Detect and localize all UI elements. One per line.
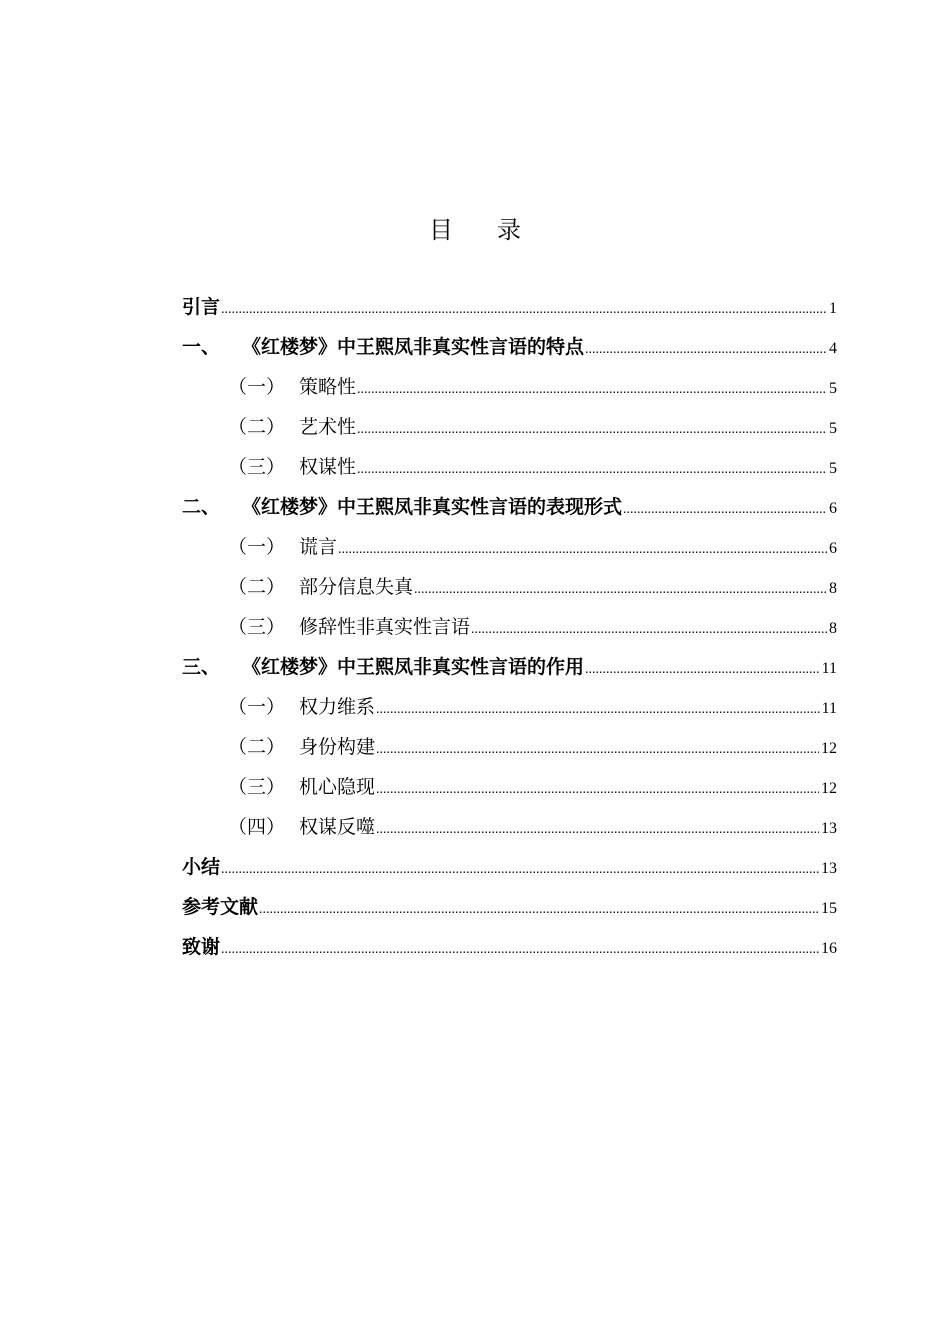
toc-entry-title: 引言: [182, 296, 221, 318]
toc-entry-number: （四）: [228, 816, 286, 838]
toc-entry-section-3-4[interactable]: [182, 807, 837, 847]
toc-entry-title: 致谢: [182, 936, 221, 958]
dot-leader: [357, 410, 827, 450]
toc-entry-number: （一）: [228, 696, 286, 718]
toc-entry-page-number: 5: [829, 420, 837, 437]
toc-entry-page-number: 1: [829, 300, 837, 317]
dot-leader: [357, 450, 827, 490]
toc-entry-section-1-1[interactable]: [182, 367, 837, 407]
toc-entry-page-number: 5: [829, 380, 837, 397]
toc-entry-label: [228, 727, 375, 767]
toc-entry-title: 艺术性: [299, 416, 357, 438]
dot-leader: [585, 330, 827, 370]
toc-entry-title: 权力维系: [299, 696, 376, 718]
toc-entry-title: 权谋反噬: [299, 816, 376, 838]
toc-entry-page-number: 11: [821, 700, 837, 717]
toc-entry-title: 权谋性: [299, 456, 357, 478]
toc-entry-title: 策略性: [299, 376, 357, 398]
toc-entry-label: [228, 407, 356, 447]
toc-title: [0, 212, 950, 248]
toc-entry-label: [182, 887, 258, 927]
toc-entry-label: [228, 687, 375, 727]
dot-leader: [221, 930, 819, 970]
toc-entry-number: 二、: [182, 496, 221, 518]
toc-entry-section-1-3[interactable]: [182, 447, 837, 487]
dot-leader: [221, 850, 819, 890]
dot-leader: [471, 610, 827, 650]
toc-list: [182, 287, 837, 967]
toc-entry-page-number: 16: [821, 940, 837, 957]
toc-entry-label: [228, 567, 413, 607]
toc-entry-number: （一）: [228, 376, 286, 398]
toc-entry-page-number: 5: [829, 460, 837, 477]
toc-entry-title: 小结: [182, 856, 221, 878]
toc-entry-section-1-2[interactable]: [182, 407, 837, 447]
dot-leader: [585, 650, 820, 690]
toc-title-char-1: 目: [429, 216, 453, 244]
toc-entry-title: 《红楼梦》中王熙凤非真实性言语的表现形式: [242, 496, 623, 518]
dot-leader: [221, 290, 827, 330]
toc-entry-number: （三）: [228, 776, 286, 798]
toc-entry-number: （二）: [228, 736, 286, 758]
toc-entry-label: [228, 527, 337, 567]
toc-entry-page-number: 6: [829, 500, 837, 517]
toc-entry-label: [228, 367, 356, 407]
toc-entry-number: （三）: [228, 456, 286, 478]
toc-entry-page-number: 12: [821, 780, 837, 797]
toc-entry-chapter-2[interactable]: [182, 487, 837, 527]
dot-leader: [376, 730, 819, 770]
dot-leader: [338, 530, 827, 570]
toc-entry-number: （二）: [228, 416, 286, 438]
toc-entry-number: 一、: [182, 336, 221, 358]
toc-entry-page-number: 12: [821, 740, 837, 757]
toc-entry-label: [228, 767, 375, 807]
toc-entry-page-number: 15: [821, 900, 837, 917]
toc-entry-label: [182, 287, 220, 327]
toc-entry-page-number: 13: [821, 820, 837, 837]
dot-leader: [357, 370, 827, 410]
toc-entry-label: [182, 847, 220, 887]
toc-entry-page-number: 6: [829, 540, 837, 557]
toc-entry-page-number: 8: [829, 620, 837, 637]
toc-entry-section-2-3[interactable]: [182, 607, 837, 647]
toc-entry-label: [182, 647, 584, 687]
toc-entry-title: 修辞性非真实性言语: [299, 616, 471, 638]
toc-entry-section-3-2[interactable]: [182, 727, 837, 767]
toc-entry-label: [228, 447, 356, 487]
toc-entry-title: 《红楼梦》中王熙凤非真实性言语的作用: [242, 656, 585, 678]
toc-entry-section-2-1[interactable]: [182, 527, 837, 567]
dot-leader: [376, 770, 819, 810]
toc-entry-page-number: 4: [829, 340, 837, 357]
toc-entry-summary[interactable]: [182, 847, 837, 887]
toc-entry-label: [182, 927, 220, 967]
toc-entry-page-number: 11: [821, 660, 837, 677]
toc-title-char-2: 录: [497, 216, 521, 244]
toc-entry-number: （二）: [228, 576, 286, 598]
toc-entry-title: 谎言: [299, 536, 338, 558]
toc-entry-title: 《红楼梦》中王熙凤非真实性言语的特点: [242, 336, 585, 358]
toc-entry-page-number: 13: [821, 860, 837, 877]
toc-entry-title: 部分信息失真: [299, 576, 414, 598]
toc-entry-label: [182, 327, 584, 367]
toc-entry-number: （一）: [228, 536, 286, 558]
dot-leader: [376, 690, 820, 730]
toc-entry-section-2-2[interactable]: [182, 567, 837, 607]
toc-entry-acknowledgements[interactable]: [182, 927, 837, 967]
toc-entry-references[interactable]: [182, 887, 837, 927]
toc-entry-chapter-3[interactable]: [182, 647, 837, 687]
dot-leader: [259, 890, 819, 930]
toc-entry-label: [228, 807, 375, 847]
toc-entry-number: 三、: [182, 656, 221, 678]
toc-entry-label: [182, 487, 622, 527]
toc-entry-number: （三）: [228, 616, 286, 638]
toc-entry-label: [228, 607, 470, 647]
toc-entry-title: 机心隐现: [299, 776, 376, 798]
toc-entry-page-number: 8: [829, 580, 837, 597]
toc-entry-title: 身份构建: [299, 736, 376, 758]
dot-leader: [623, 490, 827, 530]
toc-entry-section-3-3[interactable]: [182, 767, 837, 807]
toc-entry-chapter-1[interactable]: [182, 327, 837, 367]
dot-leader: [414, 570, 827, 610]
dot-leader: [376, 810, 819, 850]
toc-entry-introduction[interactable]: [182, 287, 837, 327]
toc-entry-section-3-1[interactable]: [182, 687, 837, 727]
toc-entry-title: 参考文献: [182, 896, 259, 918]
